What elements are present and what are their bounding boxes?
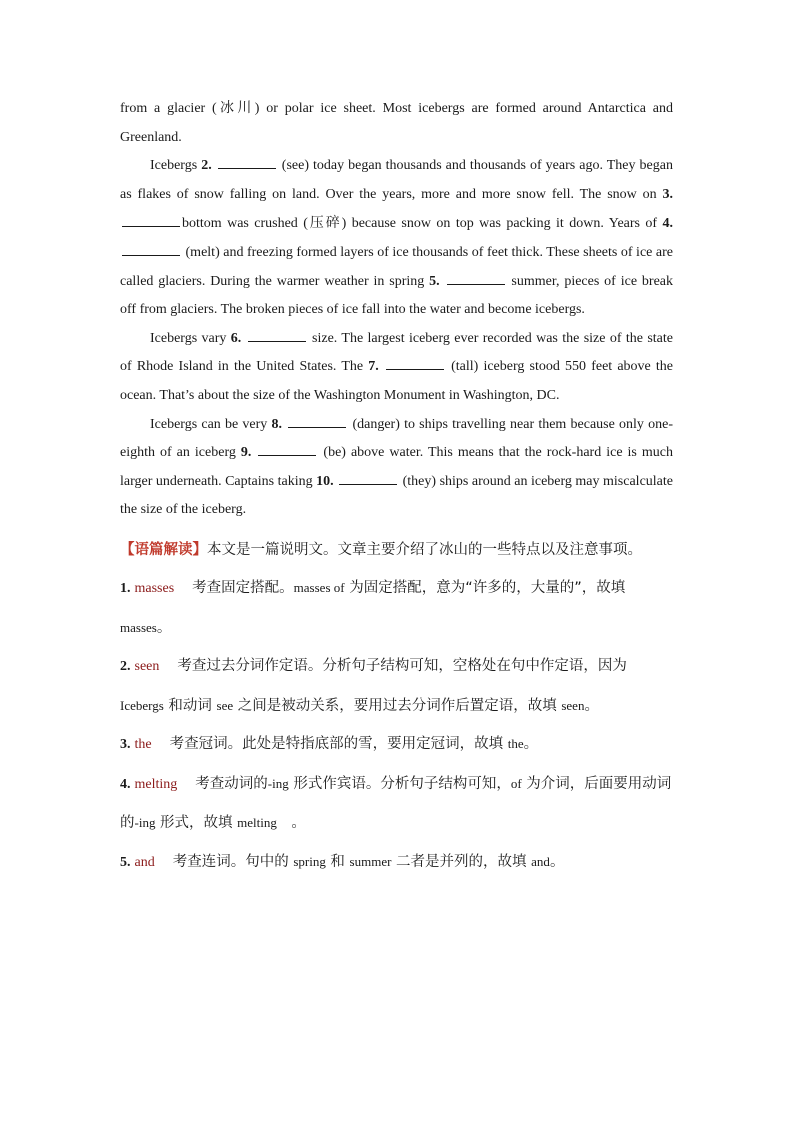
paragraph-1: from a glacier (冰川) or polar ice sheet. Most icebergs are formed around Antarctica and Greenland. (120, 100, 673, 145)
answer-item-2: 2. seen 考查过去分词作定语。分析句子结构可知，空格处在句中作定语，因为 Icebergs 和动词 see 之间是被动关系，要用过去分词作后置定语，故填 seen。 (120, 658, 627, 714)
paragraph-3: Icebergs vary 6. size. The largest iceberg ever recorded was the size of the state of Rhode Island in the United States. The 7. (tall) iceberg stood 550 feet above the ocean. That’s about the size of the Washington Monument in Washington, DC. (120, 330, 674, 403)
blank-number: 2. (201, 158, 212, 174)
section-tag: 【语篇解读】 (120, 541, 207, 558)
answer-item-1: 1. masses 考查固定搭配。masses of 为固定搭配，意为“许多的，大量的”，故填 masses。 (120, 580, 626, 636)
chinese-gloss: 冰川 (216, 100, 255, 116)
blank-number: 3. (662, 186, 673, 202)
chinese-gloss: 压碎 (307, 215, 342, 232)
answer-word: masses (134, 581, 175, 597)
blank-number: 8. (271, 416, 283, 432)
blank-number: 6. (230, 330, 242, 346)
answer-blank[interactable] (447, 273, 505, 285)
answer-blank[interactable] (288, 416, 346, 428)
answer-blank[interactable] (386, 358, 444, 370)
answer-word: and (134, 854, 155, 870)
paragraph-4: Icebergs can be very 8. (danger) to ships travelling near them because only one-eighth of an iceberg 9. (be) above water. This means that the rock-hard ice is much larger underneath. Captains taking 10. (they) ships around an iceberg may miscalculate the size of the iceberg. (120, 416, 674, 518)
answer-blank[interactable] (248, 330, 306, 342)
answer-analysis (120, 531, 673, 883)
answer-blank[interactable] (258, 444, 316, 456)
answer-word: seen (134, 659, 160, 675)
blank-number: 7. (368, 359, 379, 375)
paragraph-2: Icebergs 2. (see) today began thousands and thousands of years ago. They began as flakes of snow falling on land. Over the years, more and more snow fell. The snow on 3. bottom was crushed (压碎) because snow on top was packing it down. Years of 4. (melt) and freezing formed layers of ice thousands of feet thick. These sheets of ice are called glaciers. During the warmer weather in spring 5. summer, pieces of ice break off from glaciers. The broken pieces of ice fall into the water and become icebergs. (120, 158, 673, 318)
blank-number: 4. (662, 216, 673, 232)
answer-blank[interactable] (339, 473, 397, 485)
answer-blank[interactable] (218, 157, 276, 169)
passage-summary: 【语篇解读】本文是一篇说明文。文章主要介绍了冰山的一些特点以及注意事项。 (120, 541, 642, 558)
answer-item-5: 5. and 考查连词。句中的 spring 和 summer 二者是并列的，故填 and。 (120, 853, 565, 870)
answer-item-3: 3. the 考查冠词。此处是特指底部的雪，要用定冠词，故填 the。 (120, 736, 539, 753)
blank-number: 10. (316, 473, 334, 489)
answer-item-4: 4. melting 考查动词的-ing 形式作宾语。分析句子结构可知，of 为介词，后面要用动词的-ing 形式，故填 melting 。 (120, 775, 672, 832)
answer-word: melting (134, 776, 178, 792)
answer-blank[interactable] (122, 215, 180, 227)
blank-number: 9. (240, 445, 252, 461)
answer-blank[interactable] (122, 244, 180, 256)
reading-passage (120, 94, 673, 525)
blank-number: 5. (429, 273, 440, 289)
document-page (120, 94, 673, 882)
answer-word: the (134, 737, 152, 753)
